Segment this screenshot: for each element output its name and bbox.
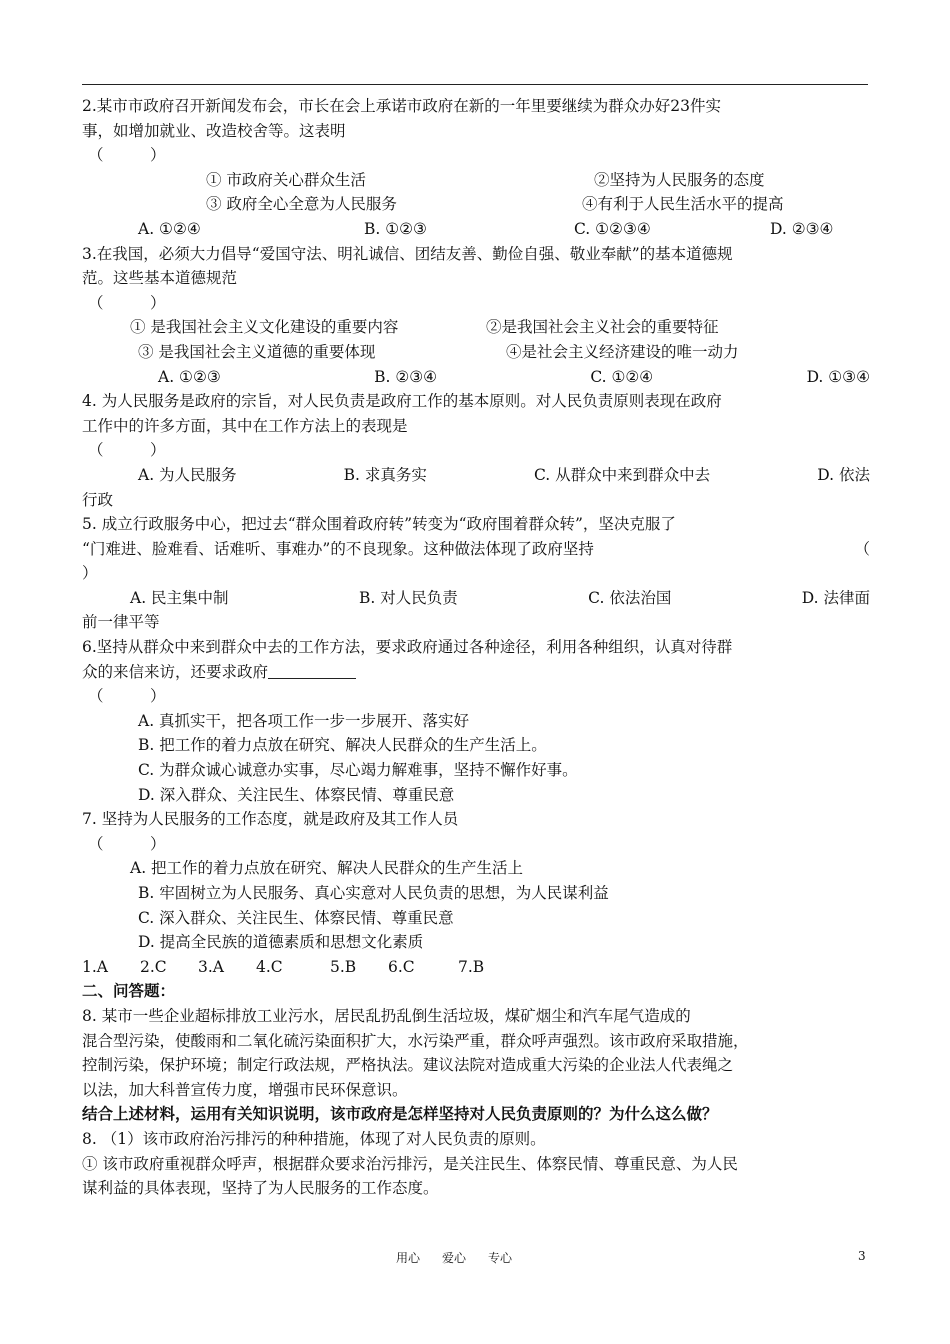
q3-line1: 3.在我国，必须大力倡导“爱国守法、明礼诚信、团结友善、勤俭自强、敬业奉献”的基本道德规 bbox=[82, 244, 733, 263]
q3-option-b: B. ②③④ bbox=[374, 367, 438, 386]
q4-line2: 工作中的许多方面，其中在工作方法上的表现是 bbox=[82, 416, 408, 435]
q2-option-d: D. ②③④ bbox=[770, 219, 834, 238]
q2-statement-1: ① 市政府关心群众生活 bbox=[206, 170, 366, 189]
q6-option-b: B. 把工作的着力点放在研究、解决人民群众的生产生活上。 bbox=[138, 736, 547, 755]
q5-paren-close: ） bbox=[82, 564, 98, 583]
q7-option-d: D. 提高全民族的道德素质和思想文化素质 bbox=[138, 933, 424, 952]
q4-option-b: B. 求真务实 bbox=[343, 465, 427, 484]
q7-option-c: C. 深入群众、关注民生、体察民情、尊重民意 bbox=[138, 908, 454, 927]
header-rule bbox=[82, 84, 868, 85]
q5-option-d: D. 法律面 bbox=[801, 588, 870, 607]
q2-option-b: B. ①②③ bbox=[364, 219, 427, 238]
q8-question: 结合上述材料，运用有关知识说明，该市政府是怎样坚持对人民负责原则的？为什么这么做？ bbox=[82, 1105, 718, 1124]
q5-line2: “门难进、脸难看、话难听、事难办”的不良现象。这种做法体现了政府坚持 bbox=[82, 539, 594, 558]
answer-4: 4.C bbox=[256, 957, 283, 976]
answer-6: 6.C bbox=[388, 957, 415, 976]
q5-option-d-wrap: 前一律平等 bbox=[82, 613, 160, 632]
q6-option-c: C. 为群众诚心诚意办实事，尽心竭力解难事，坚持不懈作好事。 bbox=[138, 761, 578, 780]
q8-line1: 8. 某市一些企业超标排放工业污水，居民乱扔乱倒生活垃圾，煤矿烟尘和汽车尾气造成的 bbox=[82, 1006, 691, 1025]
section-heading: 二、问答题： bbox=[82, 982, 176, 1001]
q7-paren: （ ） bbox=[88, 834, 166, 853]
q3-option-a: A. ①②③ bbox=[158, 367, 221, 386]
q3-line2: 范。这些基本道德规范 bbox=[82, 269, 238, 288]
q2-statement-2: ②坚持为人民服务的态度 bbox=[594, 170, 765, 189]
footer-word-1: 用心 bbox=[396, 1251, 421, 1265]
q3-statement-1: ① 是我国社会主义文化建设的重要内容 bbox=[130, 318, 399, 337]
q7-line1: 7. 坚持为人民服务的工作态度，就是政府及其工作人员 bbox=[82, 810, 459, 829]
q2-line2: 事，如增加就业、改造校舍等。这表明 bbox=[82, 121, 346, 140]
document-page bbox=[82, 94, 870, 1201]
q6-line2: 众的来信来访，还要求政府 bbox=[82, 662, 269, 681]
answer-3: 3.A bbox=[198, 957, 224, 976]
q6-option-d: D. 深入群众、关注民生、体察民情、尊重民意 bbox=[138, 785, 455, 804]
q8-answer-line3: 谋利益的具体表现，坚持了为人民服务的工作态度。 bbox=[82, 1179, 439, 1198]
q4-line1: 4. 为人民服务是政府的宗旨，对人民负责是政府工作的基本原则。对人民负责原则表现在政府 bbox=[82, 392, 722, 411]
q4-option-a: A. 为人民服务 bbox=[138, 465, 237, 484]
q2-statement-3: ③ 政府全心全意为人民服务 bbox=[206, 195, 397, 214]
q3-option-d: D. ①③④ bbox=[806, 367, 870, 386]
q5-line1: 5. 成立行政服务中心，把过去“群众围着政府转”转变为“政府围着群众转”，坚决克服了 bbox=[82, 515, 676, 534]
q6-paren: （ ） bbox=[88, 687, 166, 706]
q8-line2: 混合型污染，使酸雨和二氧化硫污染面积扩大，水污染严重，群众呼声强烈。该市政府采取措施， bbox=[82, 1031, 749, 1050]
footer-word-2: 爱心 bbox=[442, 1251, 467, 1265]
answer-5: 5.B bbox=[330, 957, 357, 976]
q3-statement-4: ④是社会主义经济建设的唯一动力 bbox=[506, 342, 739, 361]
q8-line4: 以法，加大科普宣传力度，增强市民环保意识。 bbox=[82, 1080, 408, 1099]
q4-option-d-wrap: 行政 bbox=[82, 490, 114, 509]
answer-1: 1.A bbox=[82, 957, 108, 976]
answer-key bbox=[82, 955, 870, 980]
q4-option-c: C. 从群众中来到群众中去 bbox=[534, 465, 711, 484]
q3-statement-2: ②是我国社会主义社会的重要特征 bbox=[486, 318, 719, 337]
q2-statement-4: ④有利于人民生活水平的提高 bbox=[582, 195, 784, 214]
q5-option-c: C. 依法治国 bbox=[588, 588, 672, 607]
page-number: 3 bbox=[858, 1249, 866, 1263]
q5-option-a: A. 民主集中制 bbox=[130, 588, 229, 607]
q5-option-b: B. 对人民负责 bbox=[358, 588, 458, 607]
q5-paren-open: （ bbox=[854, 539, 870, 558]
answer-2: 2.C bbox=[140, 957, 167, 976]
q6-answer-blank bbox=[268, 662, 356, 679]
q7-option-b: B. 牢固树立为人民服务、真心实意对人民负责的思想，为人民谋利益 bbox=[138, 884, 609, 902]
q8-line3: 控制污染，保护环境；制定行政法规，严格执法。建议法院对造成重大污染的企业法人代表绳之 bbox=[82, 1056, 734, 1075]
q8-answer-line1: 8. （1）该市政府治污排污的种种措施，体现了对人民负责的原则。 bbox=[82, 1129, 546, 1148]
q3-statement-3: ③ 是我国社会主义道德的重要体现 bbox=[138, 342, 376, 361]
footer-motto bbox=[396, 1249, 534, 1266]
q4-option-d: D. 依法 bbox=[817, 465, 870, 484]
q7-option-a: A. 把工作的着力点放在研究、解决人民群众的生产生活上 bbox=[130, 859, 524, 878]
q8-answer-line2: ① 该市政府重视群众呼声，根据群众要求治污排污，是关注民生、体察民情、尊重民意、为人民 bbox=[82, 1154, 738, 1173]
q3-option-c: C. ①②④ bbox=[590, 367, 654, 386]
q6-line1: 6.坚持从群众中来到群众中去的工作方法，要求政府通过各种途径，利用各种组织，认真对待群 bbox=[82, 638, 733, 657]
q2-line1: 2.某市市政府召开新闻发布会，市长在会上承诺市政府在新的一年里要继续为群众办好23件实 bbox=[82, 97, 722, 115]
q4-paren: （ ） bbox=[88, 441, 166, 460]
q2-option-c: C. ①②③④ bbox=[574, 219, 651, 238]
q2-paren: （ ） bbox=[88, 146, 166, 165]
q2-option-a: A. ①②④ bbox=[138, 219, 201, 238]
q6-option-a: A. 真抓实干，把各项工作一步一步展开、落实好 bbox=[138, 711, 470, 730]
answer-7: 7.B bbox=[458, 957, 485, 976]
footer-word-3: 专心 bbox=[488, 1251, 513, 1265]
q3-paren: （ ） bbox=[88, 293, 166, 312]
